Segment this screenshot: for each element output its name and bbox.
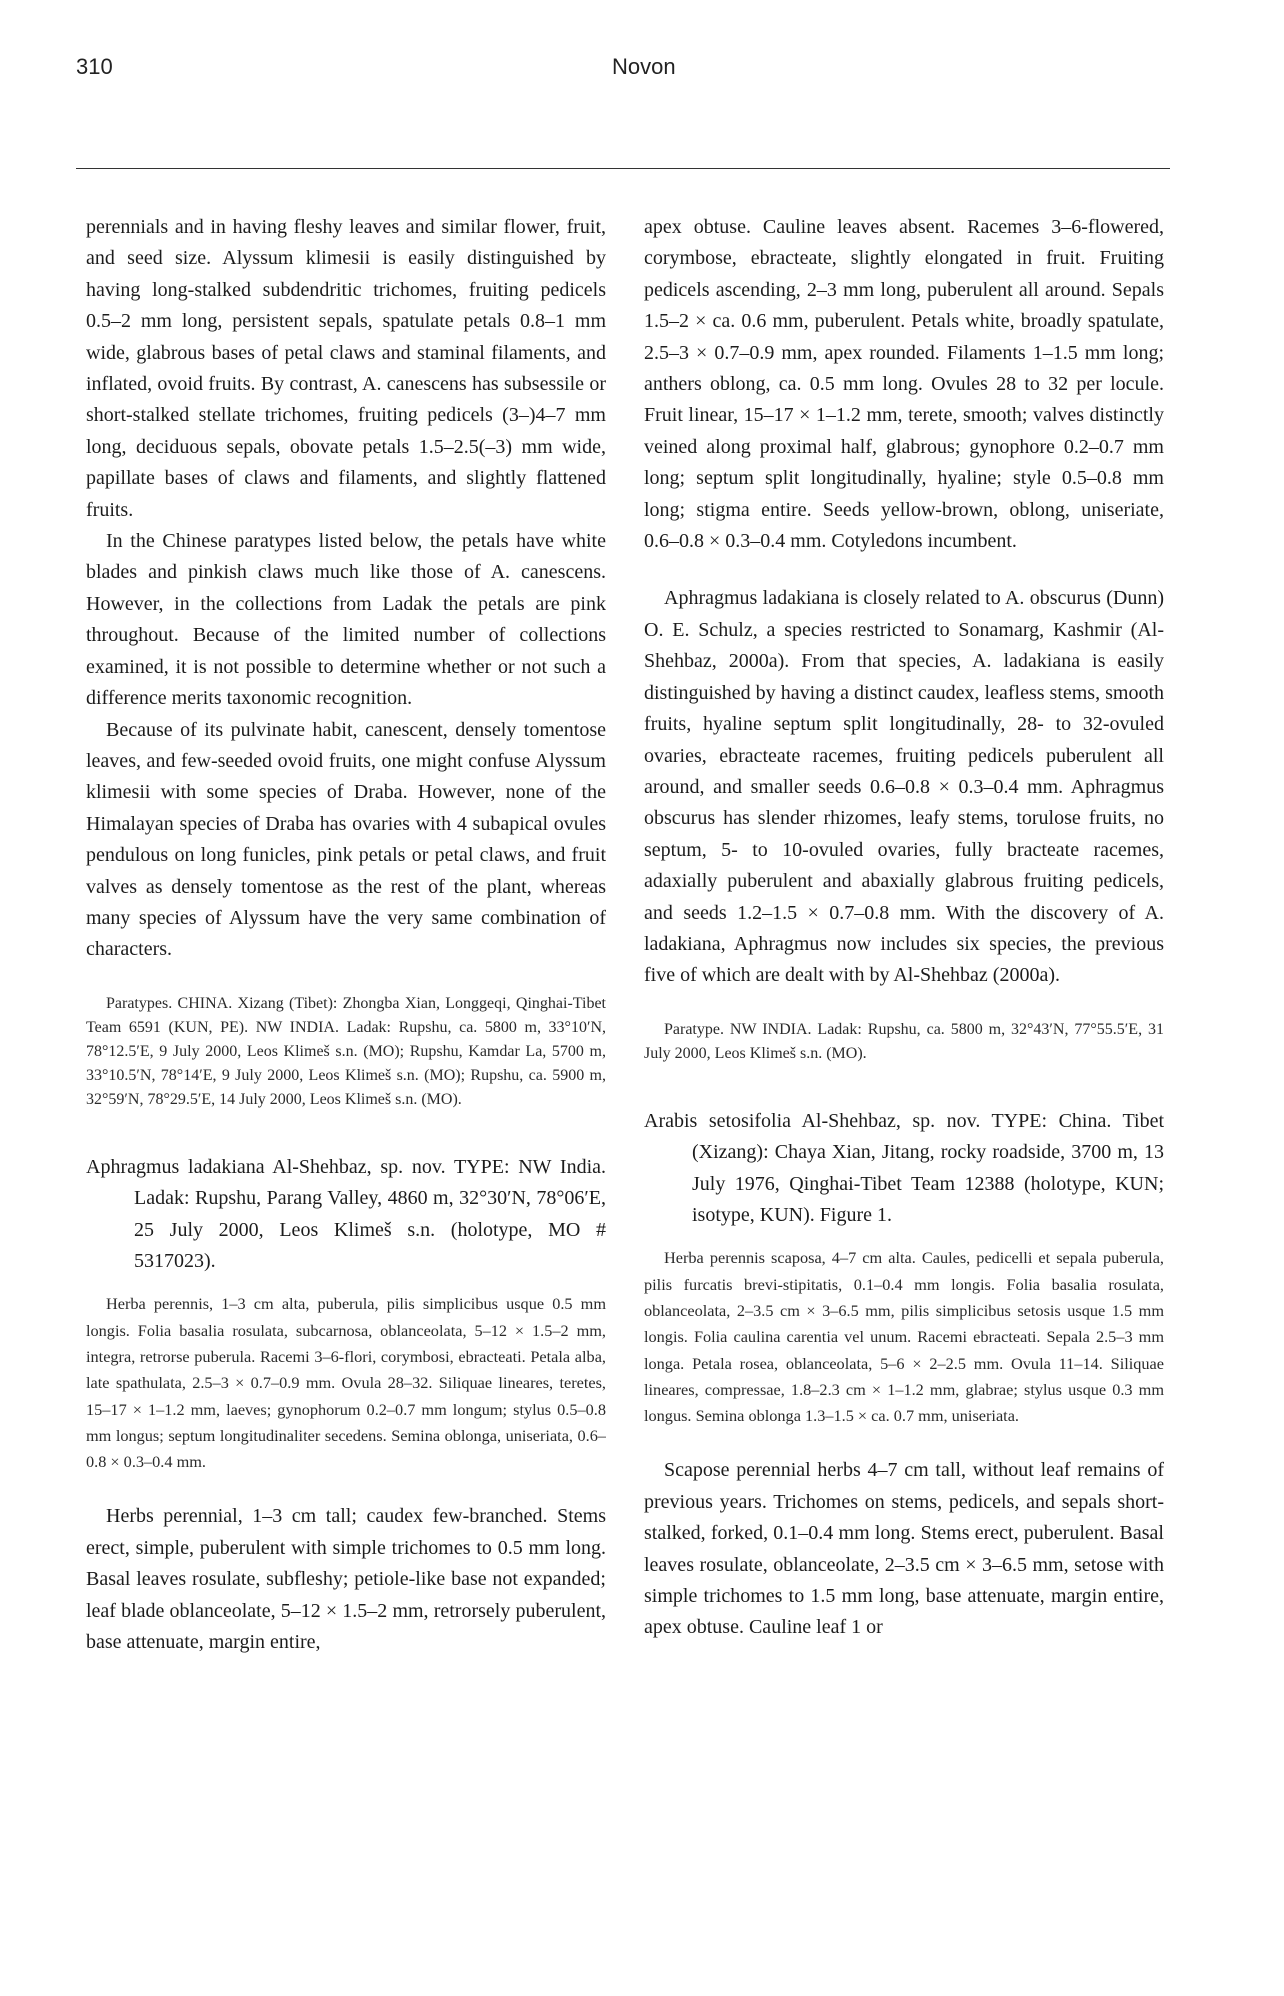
paragraph-alyssum-comparison: perennials and in having fleshy leaves and similar flower, fruit, and seed size. Alyssum klimesii is easily distinguished by having long-stalked subdendritic trichomes, fruiting pedicels 0.5–2 mm long, persistent sepals, spatulate petals 0.8–1 mm wide, glabrous bases of petal claws and staminal filaments, and inflated, ovoid fruits. By contrast, A. canescens has subsessile or short-stalked stellate trichomes, fruiting pedicels (3–)4–7 mm long, deciduous sepals, obovate petals 1.5–2.5(–3) mm wide, papillate bases of claws and filaments, and slightly flattened fruits. — [86, 216, 606, 521]
paratype-aphragmus: Paratype. NW INDIA. Ladak: Rupshu, ca. 5800 m, 32°43′N, 77°55.5′E, 31 July 2000, Leos Klimeš s.n. (MO). — [644, 1020, 1164, 1062]
paragraph-aphragmus-discussion: Aphragmus ladakiana is closely related to A. obscurus (Dunn) O. E. Schulz, a species restricted to Sonamarg, Kashmir (Al-Shehbaz, 2000a). From that species, A. ladakiana is easily distinguished by having a distinct caudex, leafless stems, smooth fruits, hyaline septum split longitudinally, 28- to 32-ovuled ovaries, ebracteate racemes, fruiting pedicels puberulent all around, and smaller seeds 0.6–0.8 × 0.3–0.4 mm. Aphragmus obscurus has slender rhizomes, leafy stems, torulose fruits, no septum, 5- to 10-ovuled ovaries, fully bracteate racemes, adaxially puberulent and abaxially glabrous fruiting pedicels, and seeds 1.2–1.5 × 0.7–0.8 mm. With the discovery of A. ladakiana, Aphragmus now includes six species, the previous five of which are dealt with by Al-Shehbaz (2000a). — [644, 587, 1164, 987]
description-arabis: Scapose perennial herbs 4–7 cm tall, without leaf remains of previous years. Trichomes on stems, pedicels, and sepals short-stalked, forked, 0.1–0.4 mm long. Stems erect, puberulent. Basal leaves rosulate, oblanceolate, 2–3.5 cm × 3–6.5 mm, setose with simple trichomes to 1.5 mm long, base attenuate, margin entire, apex obtuse. Cauline leaf 1 or — [644, 1459, 1164, 1639]
paratypes-alyssum: Paratypes. CHINA. Xizang (Tibet): Zhongba Xian, Longgeqi, Qinghai-Tibet Team 6591 (KUN, PE). NW INDIA. Ladak: Rupshu, ca. 5800 m, 33°10′N, 78°12.5′E, 9 July 2000, Leos Klimeš s.n. (MO); Rupshu, Kamdar La, 5700 m, 33°10.5′N, 78°14′E, 9 July 2000, Leos Klimeš s.n. (MO); Rupshu, ca. 5900 m, 32°59′N, 78°29.5′E, 14 July 2000, Leos Klimeš s.n. (MO). — [86, 994, 606, 1108]
running-head — [76, 54, 1170, 84]
description-aphragmus: Herbs perennial, 1–3 cm tall; caudex few-branched. Stems erect, simple, puberulent with simple trichomes to 0.5 mm long. Basal leaves rosulate, subfleshy; petiole-like base not expanded; leaf blade oblanceolate, 5–12 × 1.5–2 mm, retrorsely puberulent, base attenuate, margin entire, — [86, 1505, 606, 1654]
species-heading-arabis: Arabis setosifolia Al-Shehbaz, sp. nov. TYPE: China. Tibet (Xizang): Chaya Xian, Jitang, rocky roadside, 3700 m, 13 July 1976, Qinghai-Tibet Team 12388 (holotype, KUN; isotype, KUN). Figure 1. — [644, 1109, 1164, 1226]
header-rule — [76, 168, 1170, 169]
paragraph-draba-comparison: Because of its pulvinate habit, canescent, densely tomentose leaves, and few-seeded ovoid fruits, one might confuse Alyssum klimesii with some species of Draba. However, none of the Himalayan species of Draba has ovaries with 4 subapical ovules pendulous on long funicles, pink petals or petal claws, and fruit valves as densely tomentose as the rest of the plant, whereas many species of Alyssum have the very same combination of characters. — [86, 718, 606, 961]
latin-diagnosis-aphragmus: Herba perennis, 1–3 cm alta, puberula, pilis simplicibus usque 0.5 mm longis. Folia basalia rosulata, subcarnosa, oblanceolata, 5–12 × 1.5–2 mm, integra, retrorse puberula. Racemi 3–6-flori, corymbosi, ebracteati. Petala alba, late spathulata, 2.5–3 × 0.7–0.9 mm. Ovula 28–32. Siliquae lineares, teretes, 15–17 × 1–1.2 mm, laeves; gynophorum 0.2–0.7 mm longum; stylus 0.5–0.8 mm longus; septum longitudinaliter secedens. Semina oblonga, uniseriata, 0.6–0.8 × 0.3–0.4 mm. — [86, 1294, 606, 1472]
journal-name: Novon — [612, 54, 676, 79]
description-aphragmus-continued: apex obtuse. Cauline leaves absent. Racemes 3–6-flowered, corymbose, ebracteate, slightly elongated in fruit. Fruiting pedicels ascending, 2–3 mm long, puberulent all around. Sepals 1.5–2 × ca. 0.6 mm, puberulent. Petals white, broadly spatulate, 2.5–3 × 0.7–0.9 mm, apex rounded. Filaments 1–1.5 mm long; anthers oblong, ca. 0.5 mm long. Ovules 28 to 32 per locule. Fruit linear, 15–17 × 1–1.2 mm, terete, smooth; valves distinctly veined along proximal half, glabrous; gynophore 0.2–0.7 mm long; septum split longitudinally, hyaline; style 0.5–0.8 mm long; stigma entire. Seeds yellow-brown, oblong, uniseriate, 0.6–0.8 × 0.3–0.4 mm. Cotyledons incumbent. — [644, 216, 1164, 553]
paragraph-chinese-paratypes: In the Chinese paratypes listed below, the petals have white blades and pinkish claws much like those of A. canescens. However, in the collections from Ladak the petals are pink throughout. Because of the limited number of collections examined, it is not possible to determine whether or not such a difference merits taxonomic recognition. — [86, 530, 606, 710]
right-column — [644, 212, 1164, 1972]
latin-diagnosis-arabis: Herba perennis scaposa, 4–7 cm alta. Caules, pedicelli et sepala puberula, pilis furcatis brevi-stipitatis, 0.1–0.4 mm longis. Folia basalia rosulata, oblanceolata, 2–3.5 cm × 3–6.5 mm, pilis simplicibus setosis usque 1.5 mm longis. Folia caulina carentia vel unum. Racemi ebracteati. Sepala 2.5–3 mm longa. Petala rosea, oblanceolata, 5–6 × 2–2.5 mm. Ovula 11–14. Siliquae lineares, compressae, 1.8–2.3 cm × 1–1.2 mm, glabrae; stylus usque 0.3 mm longus. Semina oblonga 1.3–1.5 × ca. 0.7 mm, uniseriata. — [644, 1248, 1164, 1426]
species-heading-aphragmus: Aphragmus ladakiana Al-Shehbaz, sp. nov. TYPE: NW India. Ladak: Rupshu, Parang Valley, 4860 m, 32°30′N, 78°06′E, 25 July 2000, Leos Klimeš s.n. (holotype, MO # 5317023). — [86, 1155, 606, 1272]
left-column — [86, 212, 606, 1972]
page-number: 310 — [76, 54, 113, 79]
